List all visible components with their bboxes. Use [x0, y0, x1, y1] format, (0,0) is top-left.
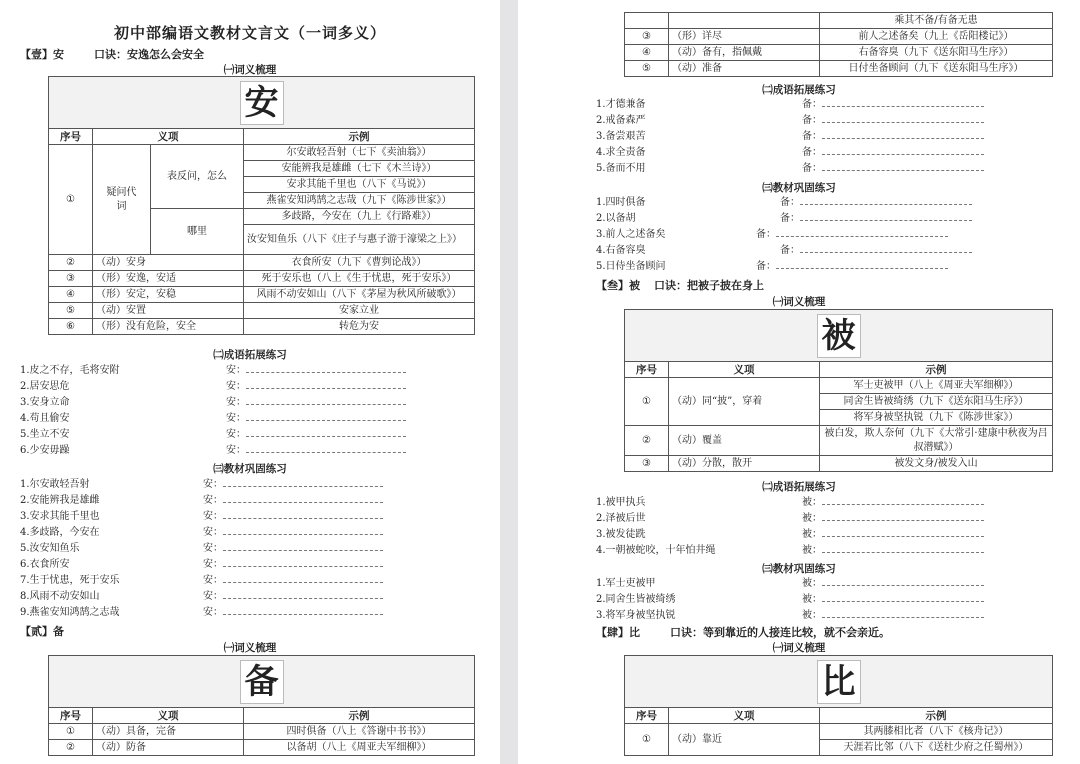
header-example: 示例: [820, 708, 1053, 724]
answer-blank[interactable]: 安：: [226, 411, 406, 427]
example: 汝安知鱼乐（八下《庄子与惠子游于濠梁之上》）: [244, 225, 475, 255]
page-title: 初中部编语文教材文言文（一词多义）: [113, 24, 386, 42]
section-an-label: 【壹】安: [20, 48, 64, 61]
practice-item: 5.坐立不安: [20, 429, 70, 440]
header-meaning: 义项: [93, 129, 244, 145]
answer-blank[interactable]: 安：: [203, 477, 383, 493]
example: 乘其不备/有备无患: [820, 13, 1053, 29]
row-no: ③: [49, 271, 93, 287]
header-no: 序号: [625, 708, 669, 724]
pi-textbook-answers: [802, 576, 984, 624]
meaning: （动）覆盖: [669, 426, 820, 456]
answer-blank[interactable]: 备：: [802, 97, 984, 113]
practice-item: 1.军士吏被甲: [596, 578, 656, 589]
meaning-question-pronoun: 疑问代词: [93, 145, 151, 255]
header-no: 序号: [49, 129, 93, 145]
answer-blank[interactable]: 被：: [802, 543, 984, 559]
answer-blank[interactable]: 备：: [802, 129, 984, 145]
pi-idiom-list: [596, 495, 716, 559]
pi-textbook-list: [596, 576, 676, 624]
row-no: ⑤: [625, 61, 669, 77]
answer-blank[interactable]: 备：: [802, 161, 984, 177]
right-page: [518, 0, 1080, 764]
an-meaning-table: [48, 76, 475, 335]
bi-meaning-table: [624, 655, 1053, 756]
practice-item: 2.居安思危: [20, 381, 70, 392]
row-no: ②: [49, 740, 93, 756]
page-gap: [500, 0, 518, 764]
example: 安求其能千里也（八下《马说》）: [244, 177, 475, 193]
row-no: ④: [625, 45, 669, 61]
meaning: （形）安定，安稳: [93, 287, 244, 303]
practice-item: 3.将军身被坚执锐: [596, 610, 676, 621]
meaning: （动）同“披”，穿着: [669, 378, 820, 426]
answer-blank[interactable]: 安：: [203, 605, 383, 621]
answer-blank[interactable]: 安：: [226, 363, 406, 379]
subheading-idiom-practice: ㈡成语拓展练习: [762, 481, 836, 493]
header-example: 示例: [244, 708, 475, 724]
answer-blank[interactable]: 被：: [802, 608, 984, 624]
answer-blank[interactable]: 备：: [756, 227, 972, 243]
practice-item: 5.汝安知鱼乐: [20, 543, 80, 554]
answer-blank[interactable]: 安：: [203, 509, 383, 525]
practice-item: 1.被甲执兵: [596, 497, 646, 508]
subheading-meaning: ㈠词义梳理: [772, 642, 826, 654]
example: 死于安乐也（八上《生于忧患，死于安乐》）: [244, 271, 475, 287]
example: 尔安敢轻吾射（七下《卖油翁》）: [244, 145, 475, 161]
practice-item: 3.安身立命: [20, 397, 70, 408]
answer-blank[interactable]: 备：: [802, 145, 984, 161]
row-no: ④: [49, 287, 93, 303]
example: 天涯若比邻（八下《送杜少府之任蜀州》）: [820, 740, 1053, 756]
header-meaning: 义项: [669, 362, 820, 378]
subheading-idiom-practice: ㈡成语拓展练习: [213, 349, 287, 361]
row-no: ①: [625, 724, 669, 756]
char-bei: 备: [240, 660, 284, 704]
an-idiom-list: [20, 363, 120, 459]
pi-meaning-table: [624, 309, 1053, 472]
meaning: （形）没有危险，安全: [93, 319, 244, 335]
header-example: 示例: [244, 129, 475, 145]
header-example: 示例: [820, 362, 1053, 378]
meaning: （动）安身: [93, 255, 244, 271]
answer-blank[interactable]: 备：: [756, 259, 972, 275]
practice-item: 2.以备胡: [596, 213, 636, 224]
subheading-meaning: ㈠词义梳理: [223, 642, 277, 654]
practice-item: 3.安求其能千里也: [20, 511, 100, 522]
bei-textbook-list: [596, 195, 666, 275]
example: 多歧路，今安在（九上《行路难》）: [244, 209, 475, 225]
answer-blank[interactable]: 被：: [802, 592, 984, 608]
meaning: （动）具备，完备: [93, 724, 244, 740]
bei-meaning-table: [48, 655, 475, 756]
an-textbook-list: [20, 477, 120, 621]
char-bi: 比: [817, 660, 861, 704]
subheading-meaning: ㈠词义梳理: [772, 296, 826, 308]
meaning: （形）详尽: [669, 29, 820, 45]
row-no: ②: [625, 426, 669, 456]
section-bei-label: 【贰】备: [20, 625, 64, 638]
practice-item: 3.前人之述备矣: [596, 229, 666, 240]
practice-item: 3.被发徒跣: [596, 529, 646, 540]
meaning: （动）靠近: [669, 724, 820, 756]
meaning: （动）分散，散开: [669, 456, 820, 472]
char-pi: 被: [817, 314, 861, 358]
practice-item: 3.备尝艰苦: [596, 131, 646, 142]
answer-blank[interactable]: 安：: [226, 443, 406, 459]
practice-item: 2.同舍生皆被绮绣: [596, 594, 676, 605]
practice-item: 9.燕雀安知鸿鹄之志哉: [20, 607, 120, 618]
row-no: ③: [625, 456, 669, 472]
example: 安能辨我是雄雌（七下《木兰诗》）: [244, 161, 475, 177]
subheading-textbook-practice: ㈢教材巩固练习: [213, 463, 287, 475]
practice-item: 6.少安毋躁: [20, 445, 70, 456]
example: 被白发，欺人奈何（九下《大常引·建康中秋夜为吕叔潜赋》）: [820, 426, 1053, 456]
bei-meaning-table-cont: [624, 12, 1053, 77]
header-meaning: 义项: [669, 708, 820, 724]
subheading-textbook-practice: ㈢教材巩固练习: [762, 563, 836, 575]
left-page: [0, 0, 500, 764]
answer-blank[interactable]: 被：: [802, 495, 984, 511]
row-no: ⑥: [49, 319, 93, 335]
example: 风雨不动安如山（八下《茅屋为秋风所破歌》）: [244, 287, 475, 303]
practice-item: 2.戒备森严: [596, 115, 646, 126]
bei-textbook-answers: [756, 195, 972, 275]
practice-item: 4.求全责备: [596, 147, 646, 158]
answer-blank[interactable]: 安：: [203, 573, 383, 589]
char-an: 安: [240, 81, 284, 125]
practice-item: 2.泽被后世: [596, 513, 646, 524]
subheading-idiom-practice: ㈡成语拓展练习: [762, 84, 836, 96]
section-pi-label: 【叁】被: [596, 279, 640, 292]
example: 衣食所安（九下《曹刿论战》）: [244, 255, 475, 271]
section-bi-tip: 口诀：等到靠近的人接连比较，就不会亲近。: [670, 626, 890, 639]
practice-item: 2.安能辨我是雄雌: [20, 495, 100, 506]
example: 以备胡（八上《周亚夫军细柳》）: [244, 740, 475, 756]
example: 燕雀安知鸿鹄之志哉（九下《陈涉世家》）: [244, 193, 475, 209]
section-an-tip: 口诀：安逸怎么会安全: [94, 48, 204, 61]
practice-item: 8.风雨不动安如山: [20, 591, 100, 602]
practice-item: 6.衣食所安: [20, 559, 70, 570]
practice-item: 4.苟且偷安: [20, 413, 70, 424]
answer-blank[interactable]: 安：: [203, 541, 383, 557]
practice-item: 1.尔安敢轻吾射: [20, 479, 90, 490]
answer-blank[interactable]: 被：: [802, 576, 984, 592]
row-no: ①: [49, 145, 93, 255]
example: 前人之述备矣（九上《岳阳楼记》）: [820, 29, 1053, 45]
pi-idiom-answers: [802, 495, 984, 559]
answer-blank[interactable]: 安：: [203, 589, 383, 605]
practice-item: 7.生于忧患，死于安乐: [20, 575, 120, 586]
practice-item: 1.才德兼备: [596, 99, 646, 110]
answer-blank[interactable]: 安：: [203, 557, 383, 573]
example: 转危为安: [244, 319, 475, 335]
example: 被发文身/被发入山: [820, 456, 1053, 472]
example: 其两膝相比者（八下《核舟记》）: [820, 724, 1053, 740]
practice-item: 4.一朝被蛇咬，十年怕井绳: [596, 545, 716, 556]
answer-blank[interactable]: 安：: [226, 379, 406, 395]
example: 右备容臭（九下《送东阳马生序》）: [820, 45, 1053, 61]
practice-item: 5.日侍坐备顾问: [596, 261, 666, 272]
answer-blank[interactable]: 被：: [802, 527, 984, 543]
answer-blank[interactable]: 安：: [203, 493, 383, 509]
header-no: 序号: [49, 708, 93, 724]
answer-blank[interactable]: 备：: [756, 211, 972, 227]
meaning: （动）安置: [93, 303, 244, 319]
answer-blank[interactable]: 备：: [756, 195, 972, 211]
practice-item: 4.右备容臭: [596, 245, 646, 256]
answer-blank[interactable]: 安：: [226, 427, 406, 443]
row-no: ③: [625, 29, 669, 45]
meaning-where: 哪里: [151, 209, 244, 255]
section-bi-label: 【肆】比: [596, 626, 640, 639]
example: 四时俱备（八上《答谢中书书》）: [244, 724, 475, 740]
answer-blank[interactable]: 备：: [756, 243, 972, 259]
bei-idiom-list: [596, 97, 646, 177]
row-no: ②: [49, 255, 93, 271]
example: 将军身被坚执锐（九下《陈涉世家》）: [820, 410, 1053, 426]
meaning-rhetorical: 表反问，怎么: [151, 145, 244, 209]
row-no: ⑤: [49, 303, 93, 319]
practice-item: 1.皮之不存，毛将安附: [20, 365, 120, 376]
meaning: （动）备有，指佩戴: [669, 45, 820, 61]
header-meaning: 义项: [93, 708, 244, 724]
answer-blank[interactable]: 备：: [802, 113, 984, 129]
meaning: （动）准备: [669, 61, 820, 77]
practice-item: 4.多歧路，今安在: [20, 527, 100, 538]
meaning: （形）安逸，安适: [93, 271, 244, 287]
section-pi-tip: 口诀：把被子披在身上: [654, 279, 764, 292]
example: 军士吏被甲（八上《周亚夫军细柳》）: [820, 378, 1053, 394]
an-textbook-answers: [203, 477, 383, 621]
bei-idiom-answers: [802, 97, 984, 177]
practice-item: 5.备而不用: [596, 163, 646, 174]
answer-blank[interactable]: 被：: [802, 511, 984, 527]
answer-blank[interactable]: 安：: [203, 525, 383, 541]
an-idiom-answers: [226, 363, 406, 459]
example: 同舍生皆被绮绣（九下《送东阳马生序》）: [820, 394, 1053, 410]
subheading-meaning: ㈠词义梳理: [223, 64, 277, 76]
example: 安家立业: [244, 303, 475, 319]
header-no: 序号: [625, 362, 669, 378]
practice-item: 1.四时俱备: [596, 197, 646, 208]
subheading-textbook-practice: ㈢教材巩固练习: [762, 182, 836, 194]
row-no: ①: [49, 724, 93, 740]
example: 日付坐备顾问（九下《送东阳马生序》）: [820, 61, 1053, 77]
row-no: ①: [625, 378, 669, 426]
answer-blank[interactable]: 安：: [226, 395, 406, 411]
meaning: （动）防备: [93, 740, 244, 756]
